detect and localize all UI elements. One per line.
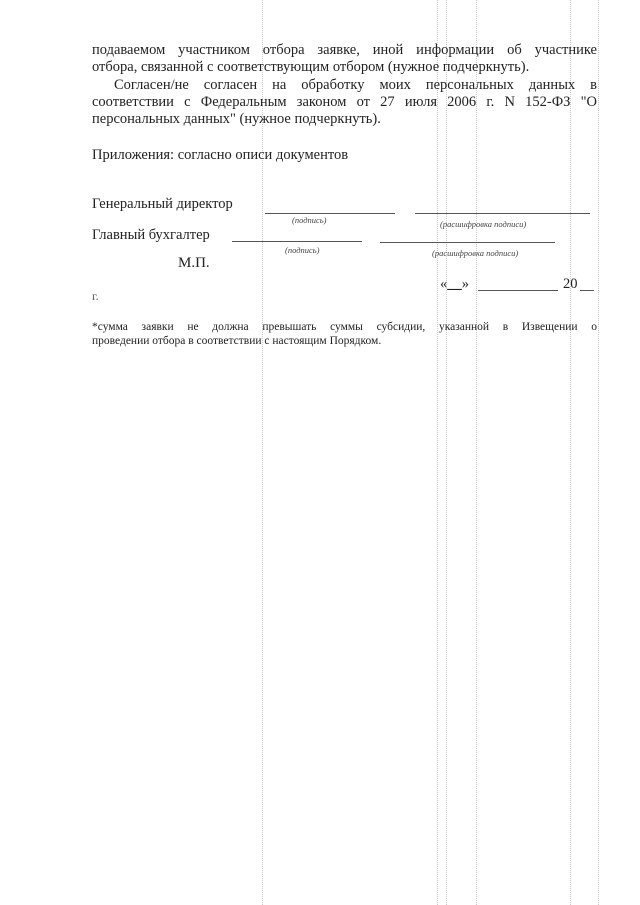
quote-close: » xyxy=(461,276,469,292)
footnote xyxy=(92,320,597,348)
scan-artifact-line xyxy=(598,0,599,905)
date-year-line xyxy=(580,290,594,291)
scan-artifact-line xyxy=(262,0,263,905)
transcript-caption: (расшифровка подписи) xyxy=(440,219,527,229)
director-label: Генеральный директор xyxy=(92,196,233,212)
text-line: отбора, связанной с соответствующим отбором (нужное подчеркнуть). xyxy=(92,59,530,75)
day-blank: __ xyxy=(447,276,462,292)
date-day xyxy=(440,276,469,293)
scan-artifact-line xyxy=(476,0,477,905)
transcript-caption: (расшифровка подписи) xyxy=(432,248,519,258)
consent-paragraph-personal-data xyxy=(92,77,597,128)
quote-open: « xyxy=(440,276,448,292)
accountant-signature-line xyxy=(232,241,362,242)
stamp-place-label: М.П. xyxy=(178,255,210,271)
signature-caption: (подпись) xyxy=(292,215,327,225)
date-year-prefix: 20 xyxy=(563,276,578,292)
accountant-transcript-line xyxy=(380,242,555,243)
scan-artifact-line xyxy=(437,0,438,905)
footnote-line: проведении отбора в соответствии с настоящим Порядком. xyxy=(92,335,382,347)
accountant-label: Главный бухгалтер xyxy=(92,227,210,243)
scan-artifact-line xyxy=(570,0,571,905)
date-month-line xyxy=(478,290,558,291)
text-line: персональных данных" (нужное подчеркнуть). xyxy=(92,111,381,127)
appendix-line: Приложения: согласно описи документов xyxy=(92,147,349,163)
signature-caption: (подпись) xyxy=(285,245,320,255)
director-signature-line xyxy=(265,213,395,214)
consent-paragraph-info xyxy=(92,42,597,76)
scan-artifact-line xyxy=(446,0,447,905)
footnote-line: *сумма заявки не должна превышать суммы субсидии, указанной в Извещении о xyxy=(92,321,597,333)
text-line: подаваемом участником отбора заявке, иной информации об участнике xyxy=(92,42,597,58)
date-year-suffix: г. xyxy=(92,289,99,303)
text-line: соответствии с Федеральным законом от 27 июля 2006 г. N 152-ФЗ "О xyxy=(92,94,597,110)
director-transcript-line xyxy=(415,213,590,214)
text-line: Согласен/не согласен на обработку моих персональных данных в xyxy=(114,77,597,93)
